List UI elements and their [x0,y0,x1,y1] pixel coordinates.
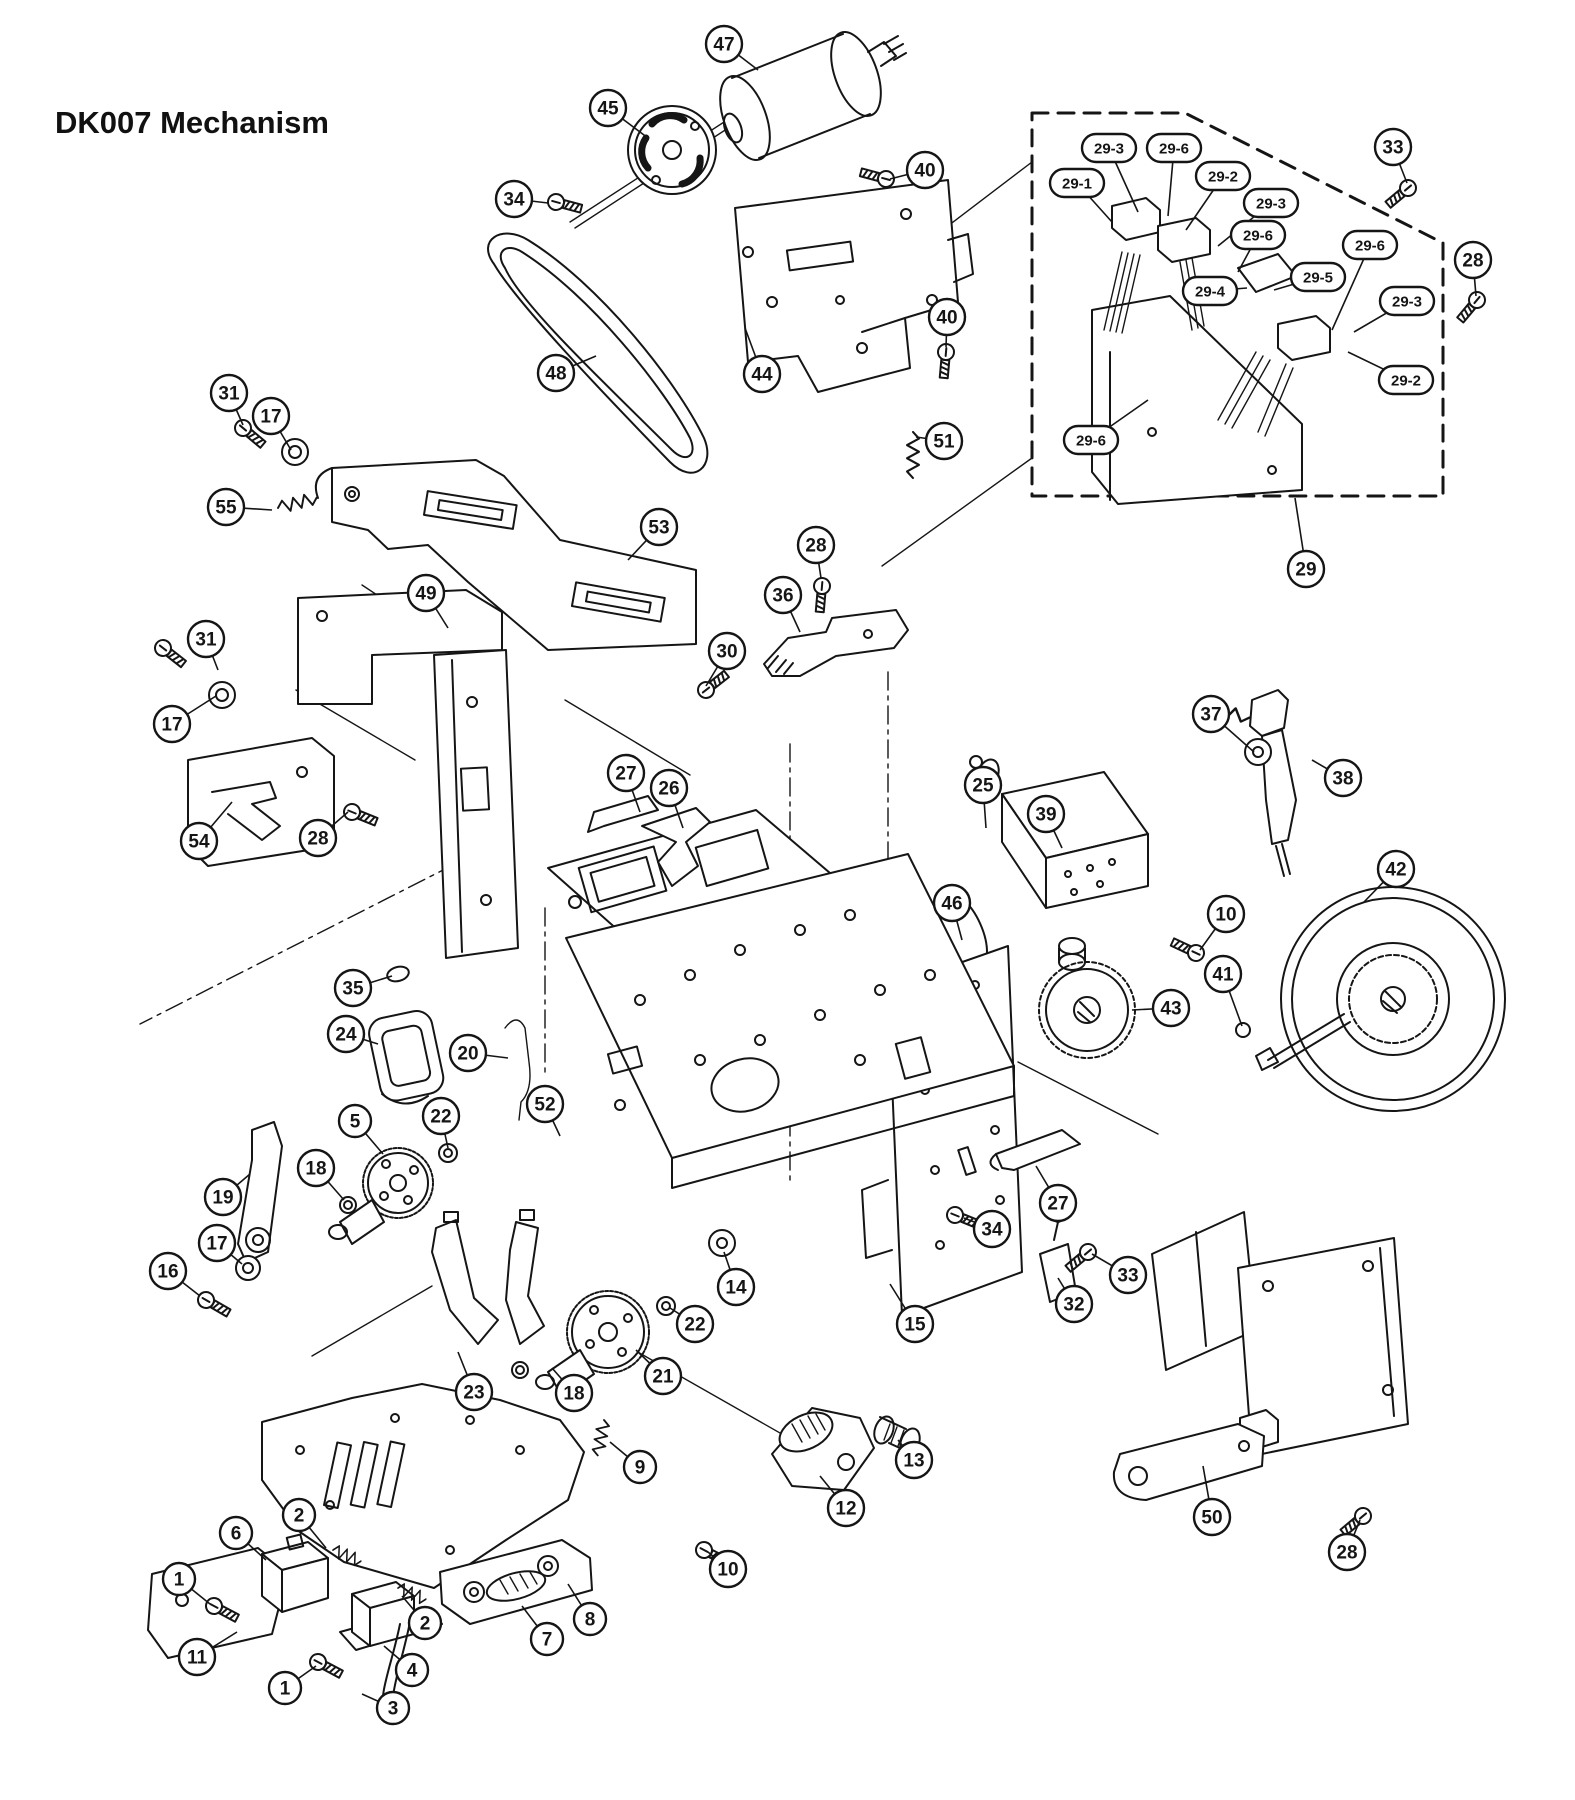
callout-label: 33 [1117,1265,1139,1287]
callout-label: 40 [914,160,936,182]
callout-11-75 [179,1639,215,1675]
callout-14-56 [718,1269,754,1305]
callout-label: 29-5 [1302,269,1334,287]
callout-label: 32 [1063,1294,1085,1316]
bracket-50-shape [1114,1212,1408,1500]
callout-label: 27 [615,763,637,785]
callout-label: 34 [503,189,525,211]
washer-glyph-5 [340,1197,356,1213]
callout-47-0 [706,26,742,62]
callout-label: 28 [307,828,329,850]
callout-label: 48 [545,363,567,385]
callout-27-17 [608,755,644,791]
callout-label: 20 [457,1043,479,1065]
inset-switch-board-shape [1092,195,1330,504]
callout-28-35 [1455,242,1491,278]
callout-label: 29-3 [1391,293,1423,311]
callout-label: 43 [1160,998,1182,1020]
callout-label: 35 [342,978,364,1000]
bracket-36-shape [764,610,908,676]
callout-label: 26 [658,778,680,800]
callout-label: 2 [419,1613,431,1635]
callout-label: 8 [584,1609,596,1631]
callout-24-47 [328,1016,364,1052]
callout-33-68 [1110,1257,1146,1293]
callout-label: 18 [563,1383,585,1405]
callout-label: 14 [725,1277,747,1299]
callout-label: 31 [195,629,217,651]
callout-label: 34 [981,1219,1003,1241]
callout-16-55 [150,1253,186,1289]
callout-label: 9 [634,1457,646,1479]
callout-34-2 [496,181,532,217]
callout-label: 44 [751,364,773,386]
callout-label: 12 [835,1498,857,1520]
callout-2-77 [409,1607,441,1639]
screw-glyph-0 [546,192,583,216]
screw-glyph-1 [859,165,896,189]
callout-10-42 [1208,896,1244,932]
callout-3-79 [377,1692,409,1724]
callout-label: 42 [1385,859,1407,881]
callout-4-78 [396,1654,428,1686]
callout-1-76 [269,1672,301,1704]
washer-glyph-2 [236,1256,260,1280]
callout-label: 37 [1200,704,1222,726]
callout-label: 47 [713,34,735,56]
callout-label: 2 [293,1505,305,1527]
callout-48-5 [538,355,574,391]
callout-label: 22 [430,1106,452,1128]
callout-40-6 [929,299,965,335]
callout-label: 53 [648,517,670,539]
callout-label: 29-6 [1075,432,1107,450]
callout-55-10 [208,489,244,525]
callout-53-11 [641,509,677,545]
callout-29-3-32 [1380,287,1434,315]
callout-7-80 [531,1623,563,1655]
callout-18-60 [556,1375,592,1411]
callout-36-20 [765,577,801,613]
callout-label: 11 [186,1647,208,1669]
callout-label: 18 [305,1158,327,1180]
screw-glyph-5 [342,802,380,830]
callout-label: 30 [716,641,738,663]
callout-40-3 [907,152,943,188]
washer-glyph-3 [709,1230,735,1256]
callout-label: 1 [173,1569,185,1591]
callout-1-74 [163,1563,195,1595]
callout-25-39 [965,767,1001,803]
callout-label: 10 [1215,904,1237,926]
callout-label: 22 [684,1314,706,1336]
callout-label: 38 [1332,768,1354,790]
callout-45-1 [590,90,626,126]
callout-17-9 [253,398,289,434]
spring-glyph-3 [592,1419,610,1457]
callout-label: 29-3 [1093,140,1125,158]
callout-29-6-31 [1343,231,1397,259]
screw-glyph-9 [1454,289,1488,325]
head-bracket-24-shape [366,964,530,1120]
callout-35-46 [335,970,371,1006]
callout-17-14 [154,706,190,742]
callout-9-62 [624,1451,656,1483]
spindle-5-shape [329,1148,433,1244]
screw-glyph-2 [936,343,955,378]
callout-5-50 [339,1105,371,1137]
callout-label: 23 [463,1382,485,1404]
callout-30-21 [709,633,745,669]
callout-label: 25 [972,775,994,797]
callout-label: 17 [161,714,183,736]
callout-31-13 [188,621,224,657]
callout-28-71 [1329,1534,1365,1570]
lever-37-shape [1245,690,1296,876]
flywheel-42-shape [1236,887,1505,1111]
callout-29-4-29 [1183,277,1237,305]
spring-glyph-1 [907,432,919,478]
callout-label: 29-4 [1194,283,1226,301]
screw-glyph-4 [152,637,189,671]
callout-52-49 [527,1086,563,1122]
callout-19-53 [205,1179,241,1215]
callout-39-40 [1028,796,1064,832]
screw-glyph-17 [195,1289,232,1320]
callout-28-16 [300,820,336,856]
callout-42-44 [1378,851,1414,887]
washer-glyph-1 [209,682,235,708]
callout-38-38 [1325,760,1361,796]
spindle-21-shape [536,1291,649,1396]
callout-29-3-26 [1244,189,1298,217]
callout-33-34 [1375,129,1411,165]
callout-label: 29-2 [1390,372,1422,390]
callout-label: 27 [1047,1193,1069,1215]
callout-label: 3 [387,1698,399,1720]
callout-34-67 [974,1211,1010,1247]
callout-label: 41 [1212,964,1234,986]
callout-51-7 [926,423,962,459]
callout-label: 49 [415,583,437,605]
callout-label: 29-3 [1255,195,1287,213]
callout-label: 5 [349,1111,361,1133]
callout-label: 4 [406,1660,418,1682]
callout-44-4 [744,356,780,392]
callout-label: 13 [903,1450,925,1472]
callout-label: 29-6 [1242,227,1274,245]
callout-label: 7 [541,1629,553,1651]
switch-6-shape [262,1534,328,1612]
callout-8-81 [574,1603,606,1635]
callout-label: 39 [1035,804,1057,826]
callout-label: 1 [279,1678,291,1700]
callout-46-41 [934,885,970,921]
callout-23-61 [456,1374,492,1410]
callout-label: 28 [1462,250,1484,272]
callout-18-52 [298,1150,334,1186]
callout-label: 52 [534,1094,556,1116]
callout-41-43 [1205,956,1241,992]
callout-label: 33 [1382,137,1404,159]
callout-29-2-25 [1196,162,1250,190]
fork-lever-23-shape [432,1210,544,1344]
lever-19-shape [238,1122,282,1262]
callout-label: 21 [652,1366,674,1388]
screw-glyph-8 [1383,177,1419,211]
callout-29-36 [1288,551,1324,587]
callout-label: 17 [260,406,282,428]
belt-48-shape [488,234,707,473]
callout-29-6-30 [1064,426,1118,454]
callout-50-70 [1194,1499,1230,1535]
callout-label: 29-2 [1207,168,1239,186]
callout-43-45 [1153,990,1189,1026]
callout-29-3-22 [1082,134,1136,162]
callout-29-2-33 [1379,366,1433,394]
callout-28-19 [798,527,834,563]
callout-label: 16 [157,1261,179,1283]
callout-label: 51 [933,431,955,453]
spring-glyph-0 [276,492,318,514]
callout-10-65 [710,1551,746,1587]
callout-26-18 [651,770,687,806]
callout-22-58 [677,1306,713,1342]
callout-label: 29-6 [1158,140,1190,158]
callout-label: 10 [717,1559,739,1581]
pulley-45-shape [628,106,716,194]
callout-37-37 [1193,696,1229,732]
callout-15-57 [897,1306,933,1342]
callout-label: 29 [1295,559,1317,581]
callout-label: 55 [215,497,237,519]
callout-29-1-24 [1050,169,1104,197]
callout-22-51 [423,1098,459,1134]
washer-glyph-7 [657,1297,675,1315]
callout-17-54 [199,1225,235,1261]
callout-label: 19 [212,1187,234,1209]
callout-29-6-23 [1147,134,1201,162]
callout-label: 36 [772,585,794,607]
callout-label: 17 [206,1233,228,1255]
callout-label: 29-6 [1354,237,1386,255]
callout-31-8 [211,375,247,411]
callout-32-69 [1056,1286,1092,1322]
callout-49-12 [408,575,444,611]
callout-21-59 [645,1358,681,1394]
gear-43-shape [1039,938,1135,1058]
callout-label: 6 [230,1523,242,1545]
callout-20-48 [450,1035,486,1071]
callout-13-63 [896,1442,932,1478]
callout-label: 15 [904,1314,926,1336]
page-title: DK007 Mechanism [55,105,329,140]
callout-6-73 [220,1517,252,1549]
callout-label: 45 [597,98,619,120]
callout-label: 31 [218,383,240,405]
callout-27-66 [1040,1185,1076,1221]
callout-29-6-27 [1231,221,1285,249]
callout-29-5-28 [1291,263,1345,291]
callout-label: 28 [805,535,827,557]
callout-label: 46 [941,893,963,915]
screw-glyph-6 [812,577,831,612]
washer-glyph-4 [512,1362,528,1378]
callout-label: 50 [1201,1507,1223,1529]
callout-label: 24 [335,1024,357,1046]
callout-54-15 [181,823,217,859]
callout-label: 40 [936,307,958,329]
callout-label: 28 [1336,1542,1358,1564]
callout-label: 29-1 [1061,175,1093,193]
screw-glyph-15 [307,1651,345,1681]
callout-12-64 [828,1490,864,1526]
callout-label: 54 [188,831,210,853]
callout-2-72 [283,1499,315,1531]
